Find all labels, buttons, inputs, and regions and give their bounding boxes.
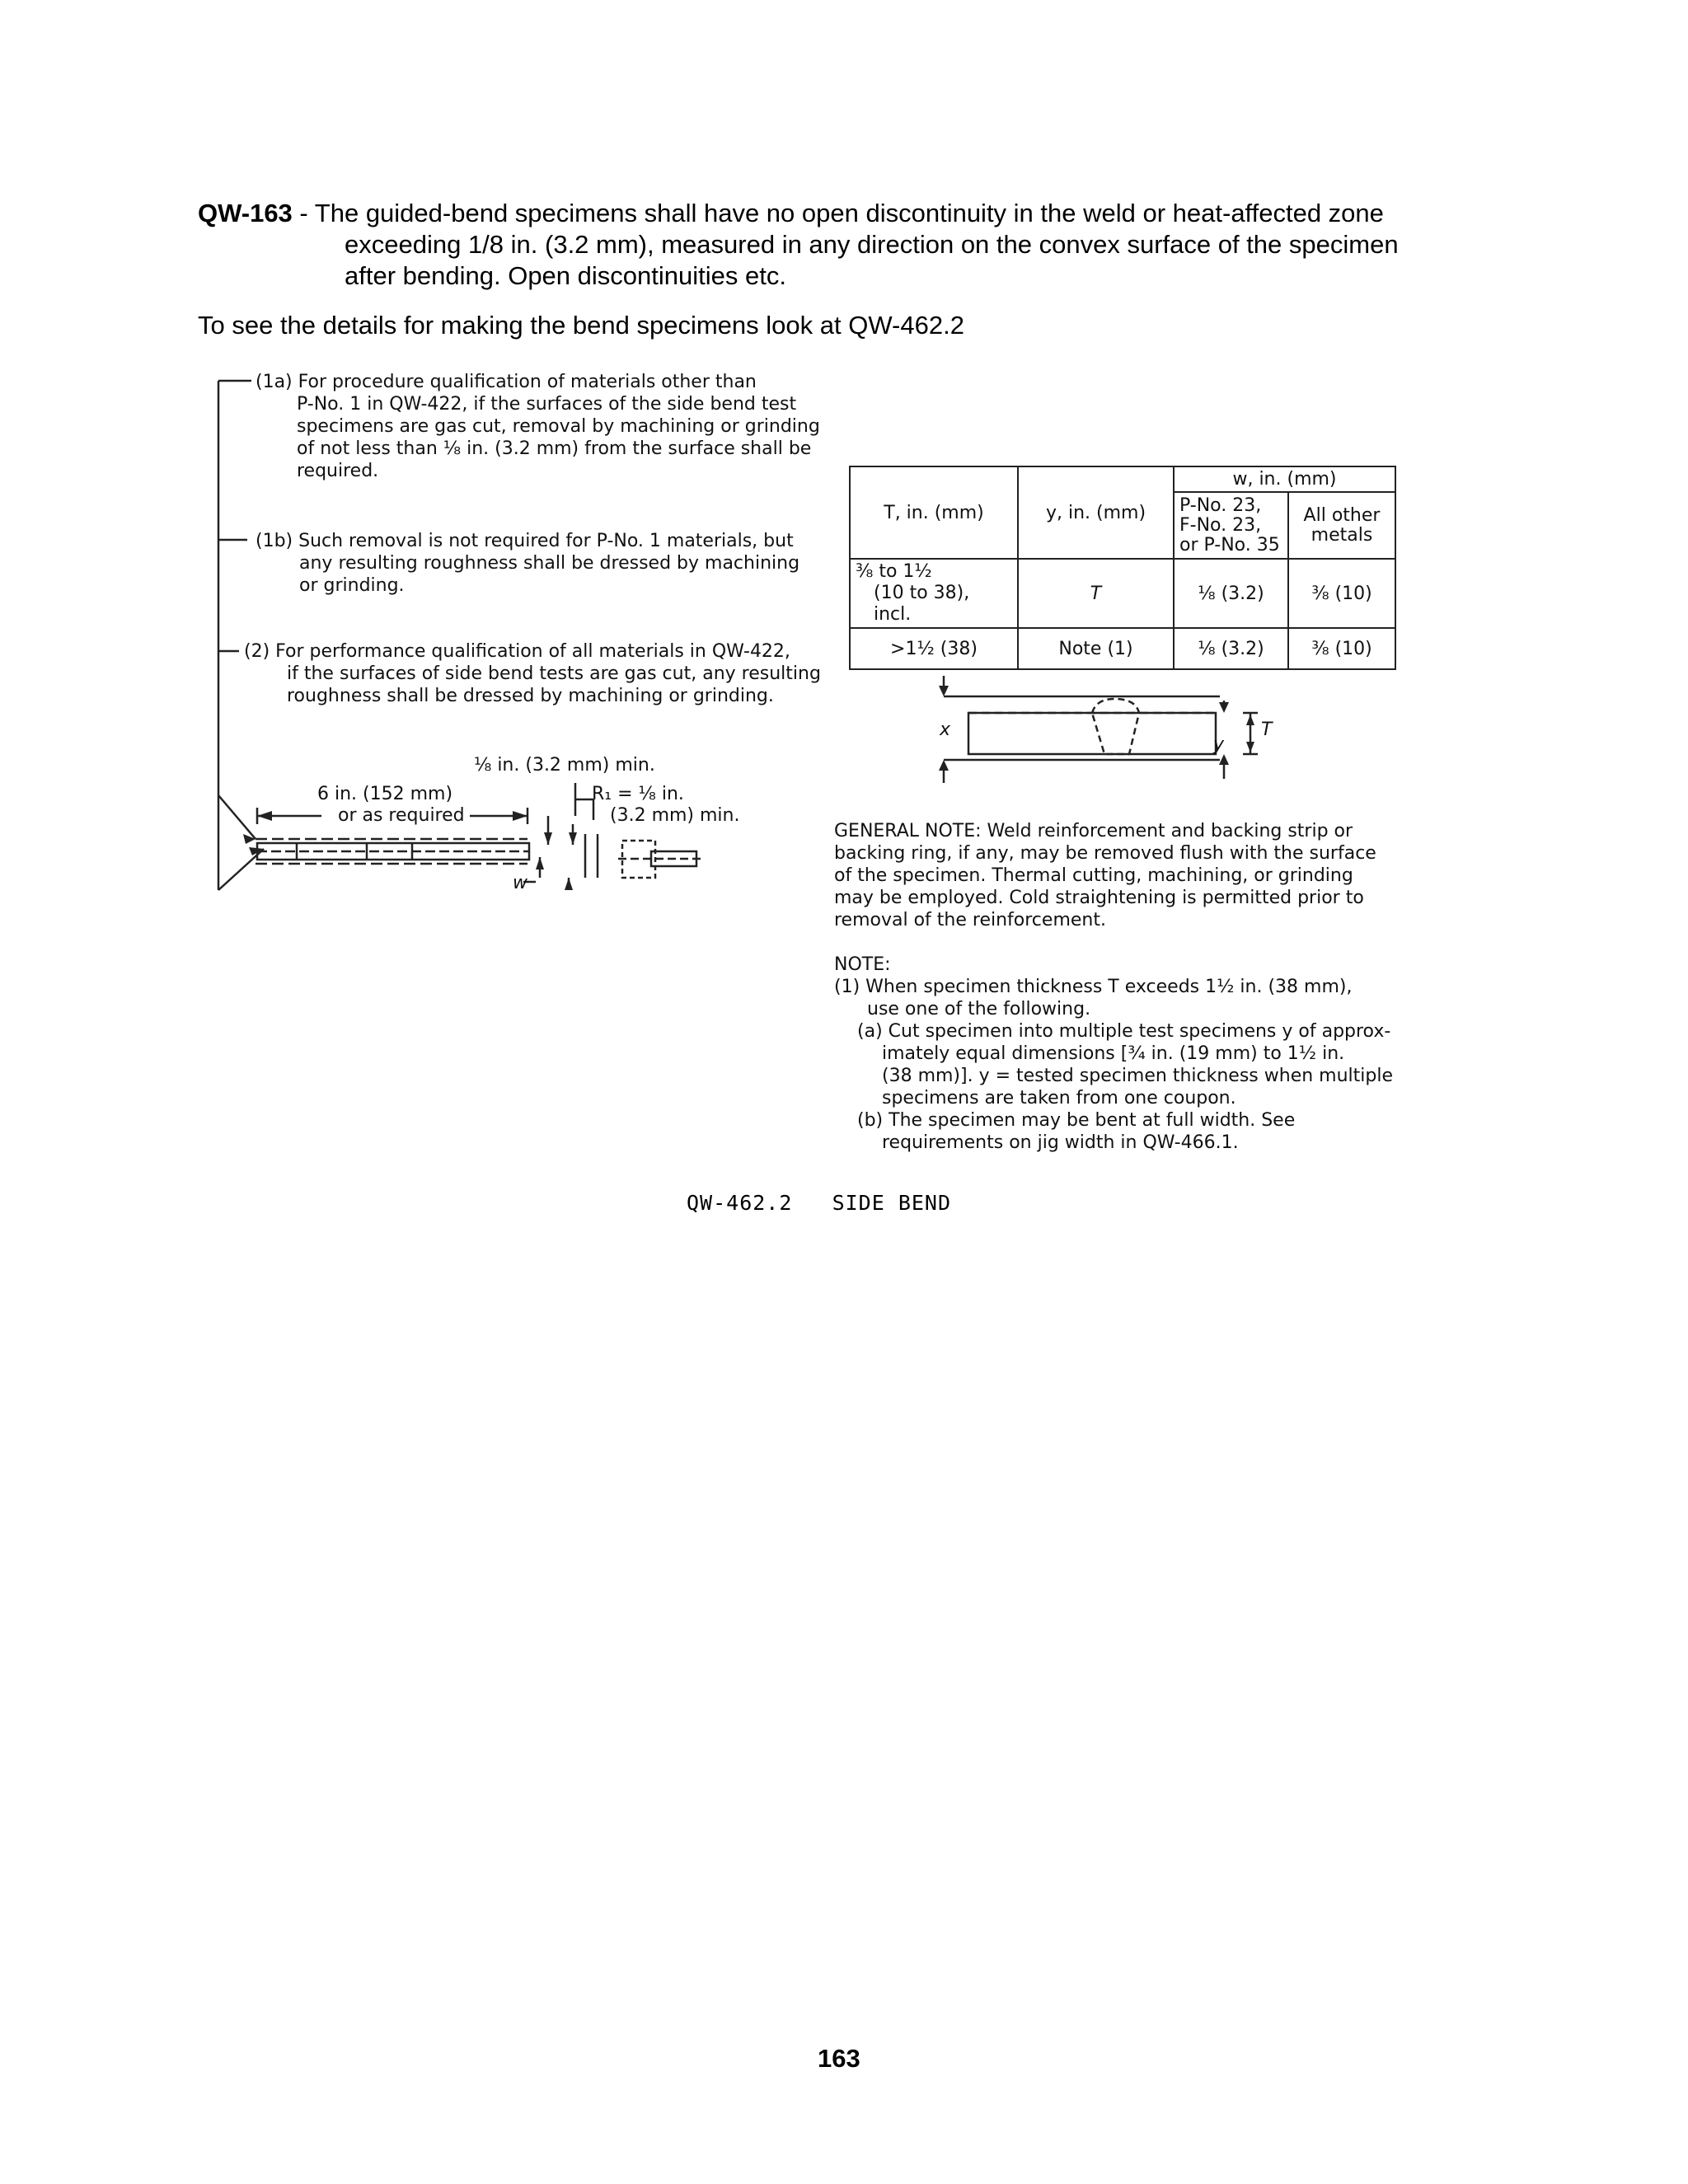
- general-note: [834, 820, 1376, 931]
- dim-w-label: w: [513, 873, 528, 893]
- cell-wother-row2: ⅜ (10): [1288, 628, 1395, 669]
- note-line: specimens are taken from one coupon.: [882, 1088, 1236, 1108]
- dim-radius-label-2: (3.2 mm) min.: [610, 805, 740, 826]
- note-line: imately equal dimensions [¾ in. (19 mm) to 1½ in.: [882, 1043, 1345, 1064]
- note-title: NOTE:: [834, 954, 891, 975]
- dim-length-label-1: 6 in. (152 mm): [317, 784, 453, 804]
- general-note-line: of the specimen. Thermal cutting, machining, or grinding: [834, 865, 1353, 886]
- intro-text: To see the details for making the bend specimens look at QW-462.2: [198, 311, 964, 340]
- note-2-line: (2) For performance qualification of all materials in QW-422,: [244, 641, 790, 662]
- qw163-text-1: - The guided-bend specimens shall have no open discontinuity in the weld or heat-affected zone: [292, 199, 1384, 227]
- note-2-line: roughness shall be dressed by machining or grinding.: [287, 686, 774, 706]
- general-note-line: removal of the reinforcement.: [834, 910, 1106, 930]
- note-section: [834, 954, 1393, 1154]
- note-line: requirements on jig width in QW-466.1.: [882, 1132, 1239, 1153]
- general-note-line: may be employed. Cold straightening is permitted prior to: [834, 888, 1364, 908]
- weld-y-label: y: [1213, 734, 1225, 755]
- cell-y-row1: T: [1018, 559, 1174, 628]
- table-row: [850, 628, 1395, 669]
- qw163-line-1: [198, 198, 1550, 229]
- header-pno: P-No. 23, F-No. 23, or P-No. 35: [1174, 492, 1288, 559]
- note-1b: [256, 530, 799, 597]
- note-line: (a) Cut specimen into multiple test specimens y of approx-: [857, 1021, 1391, 1042]
- dim-radius-label-1: R₁ = ⅛ in.: [592, 784, 684, 804]
- note-1a: [256, 371, 820, 482]
- dim-min-label: ⅛ in. (3.2 mm) min.: [474, 755, 655, 776]
- note-1b-line: (1b) Such removal is not required for P-No. 1 materials, but: [256, 531, 794, 551]
- header-T: T, in. (mm): [850, 466, 1018, 559]
- weld-T-label: T: [1261, 719, 1273, 740]
- note-line: (b) The specimen may be bent at full width. See: [857, 1110, 1296, 1131]
- qw163-text-2: exceeding 1/8 in. (3.2 mm), measured in any direction on the convex surface of the specimen: [345, 230, 1399, 259]
- general-note-line: GENERAL NOTE: Weld reinforcement and backing strip or: [834, 821, 1353, 841]
- dim-length-label-2: or as required: [338, 805, 465, 826]
- specimen-width-table: [849, 466, 1396, 670]
- figure-caption: QW-462.2 SIDE BEND: [687, 1191, 952, 1215]
- note-line: (38 mm)]. y = tested specimen thickness when multiple: [882, 1066, 1393, 1086]
- qw163-label: QW-163: [198, 199, 293, 227]
- note-1a-line: (1a) For procedure qualification of materials other than: [256, 372, 757, 392]
- header-w: w, in. (mm): [1174, 466, 1395, 492]
- note-1b-line: any resulting roughness shall be dressed by machining: [299, 553, 800, 574]
- header-other: All other metals: [1288, 492, 1395, 559]
- note-2-line: if the surfaces of side bend tests are gas cut, any resulting: [287, 663, 821, 684]
- table-row: [850, 466, 1395, 492]
- qw163-text-3: after bending. Open discontinuities etc.: [345, 261, 786, 290]
- cell-wpno-row2: ⅛ (3.2): [1174, 628, 1288, 669]
- cell-T-row1: [850, 559, 1018, 628]
- cell-T-row1-line2: (10 to 38), incl.: [874, 583, 970, 625]
- note-line: use one of the following.: [867, 999, 1091, 1019]
- note-1a-line: required.: [297, 461, 379, 481]
- note-line: (1) When specimen thickness T exceeds 1½ in. (38 mm),: [834, 977, 1353, 997]
- note-1b-line: or grinding.: [299, 575, 405, 596]
- note-1a-line: P-No. 1 in QW-422, if the surfaces of the side bend test: [297, 394, 797, 415]
- note-1a-line: specimens are gas cut, removal by machining or grinding: [297, 416, 820, 437]
- cell-wpno-row1: ⅛ (3.2): [1174, 559, 1288, 628]
- cell-y-row2: Note (1): [1018, 628, 1174, 669]
- cell-T-row2: >1½ (38): [850, 628, 1018, 669]
- weld-x-label: x: [940, 719, 951, 740]
- general-note-line: backing ring, if any, may be removed flush with the surface: [834, 843, 1376, 864]
- qw163-paragraph: [198, 198, 1550, 292]
- note-1a-line: of not less than ⅛ in. (3.2 mm) from the surface shall be: [297, 438, 812, 459]
- header-y: y, in. (mm): [1018, 466, 1174, 559]
- note-2: [244, 640, 821, 707]
- cell-wother-row1: ⅜ (10): [1288, 559, 1395, 628]
- page-number: 163: [818, 2044, 860, 2073]
- weld-cross-section-drawing: [923, 668, 1302, 783]
- cell-T-row1-line1: ⅜ to 1½: [856, 561, 932, 582]
